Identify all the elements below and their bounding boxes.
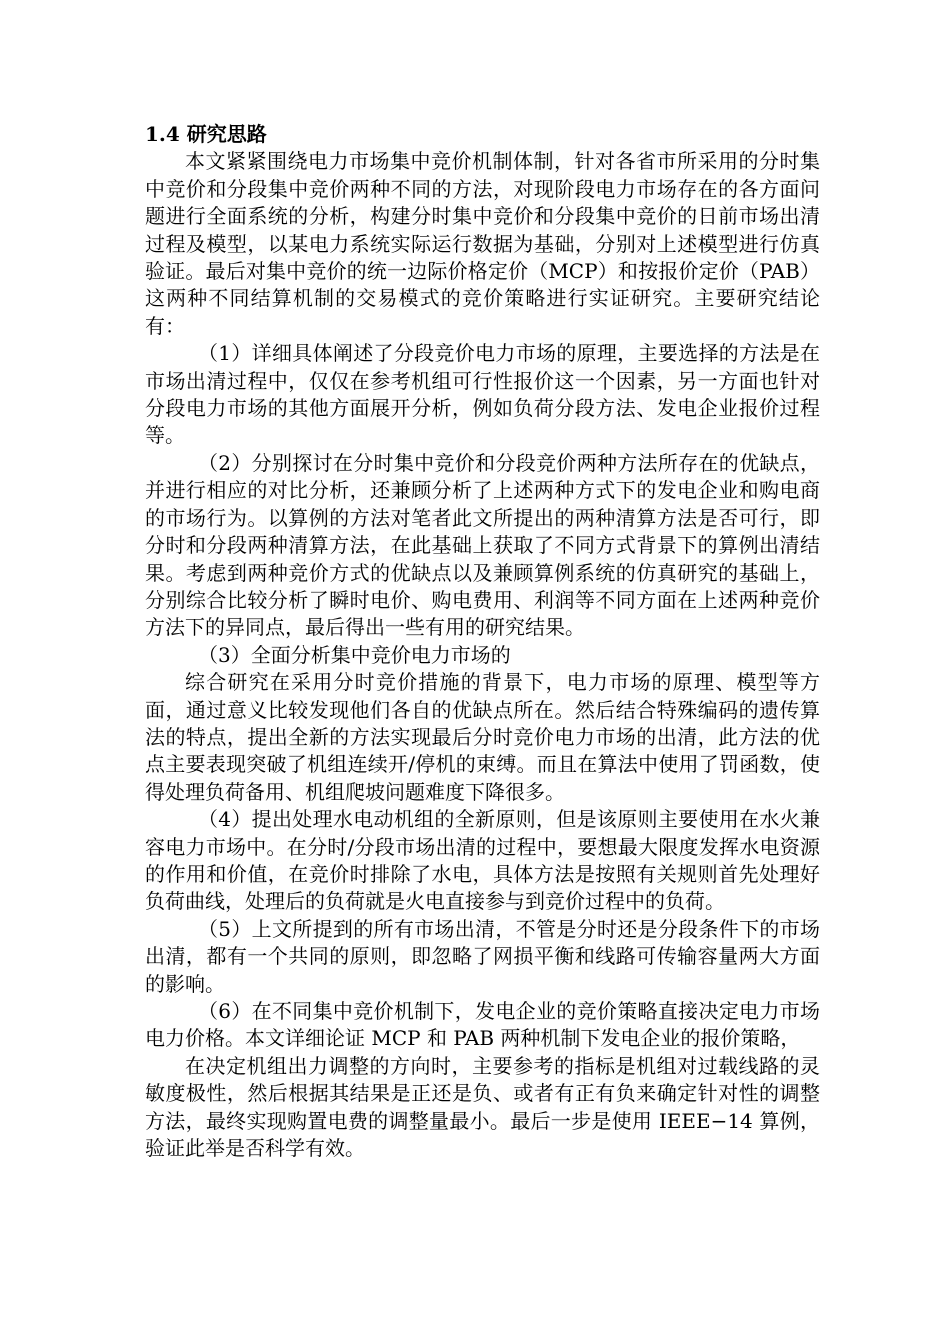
conclusion-item-3: （3）全面分析集中竞价电力市场的 [198, 642, 511, 667]
conclusion-item-5: （5）上文所提到的所有市场出清，不管是分时还是分段条件下的市场出清，都有一个共同的原则，即忽略了网损平衡和线路可传输容量两大方面的影响。 [145, 916, 820, 996]
conclusion-item-2: （2）分别探讨在分时集中竞价和分段竞价两种方法所存在的优缺点，并进行相应的对比分析，还兼顾分析了上述两种方式下的发电企业和购电商的市场行为。以算例的方法对笔者此文所提出的两种清算方法是否可行，即分时和分段两种清算方法，在此基础上获取了不同方式背景下的算例出清结果。考虑到两种竞价方式的优缺点以及兼顾算例系统的仿真研究的基础上，分别综合比较分析了瞬时电价、购电费用、利润等不同方面在上述两种竞价方法下的异同点，最后得出一些有用的研究结果。 [145, 450, 820, 640]
section-heading: 1.4 研究思路 [145, 122, 267, 146]
intro-paragraph: 本文紧紧围绕电力市场集中竞价机制体制，针对各省市所采用的分时集中竞价和分段集中竞价两种不同的方法，对现阶段电力市场存在的各方面问题进行全面系统的分析，构建分时集中竞价和分段集中竞价的日前市场出清过程及模型，以某电力系统实际运行数据为基础，分别对上述模型进行仿真验证。最后对集中竞价的统一边际价格定价（MCP）和按报价定价（PAB）这两种不同结算机制的交易模式的竞价策略进行实证研究。主要研究结论有： [145, 149, 820, 338]
conclusion-item-1: （1）详细具体阐述了分段竞价电力市场的原理，主要选择的方法是在市场出清过程中，仅仅在参考机组可行性报价这一个因素，另一方面也针对分段电力市场的其他方面展开分析，例如负荷分段方法、发电企业报价过程等。 [145, 341, 820, 448]
conclusion-item-6: （6）在不同集中竞价机制下，发电企业的竞价策略直接决定电力市场电力价格。本文详细论证 MCP 和 PAB 两种机制下发电企业的报价策略， [145, 999, 820, 1051]
conclusion-item-3-detail: 综合研究在采用分时竞价措施的背景下，电力市场的原理、模型等方面，通过意义比较发现他们各自的优缺点所在。然后结合特殊编码的遗传算法的特点，提出全新的方法实现最后分时竞价电力市场的出清，此方法的优点主要表现突破了机组连续开/停机的束缚。而且在算法中使用了罚函数，使得处理负荷备用、机组爬坡问题难度下降很多。 [145, 670, 820, 804]
conclusion-item-4: （4）提出处理水电动机组的全新原则，但是该原则主要使用在水火兼容电力市场中。在分时/分段市场出清的过程中，要想最大限度发挥水电资源的作用和价值，在竞价时排除了水电，具体方法是按照有关规则首先处理好负荷曲线，处理后的负荷就是火电直接参与到竞价过程中的负荷。 [145, 807, 820, 914]
conclusion-item-6-detail: 在决定机组出力调整的方向时，主要参考的指标是机组对过载线路的灵敏度极性，然后根据其结果是正还是负、或者有正有负来确定针对性的调整方法，最终实现购置电费的调整量最小。最后一步是使用 IEEE−14 算例，验证此举是否科学有效。 [145, 1053, 820, 1161]
document-body [145, 121, 820, 1162]
